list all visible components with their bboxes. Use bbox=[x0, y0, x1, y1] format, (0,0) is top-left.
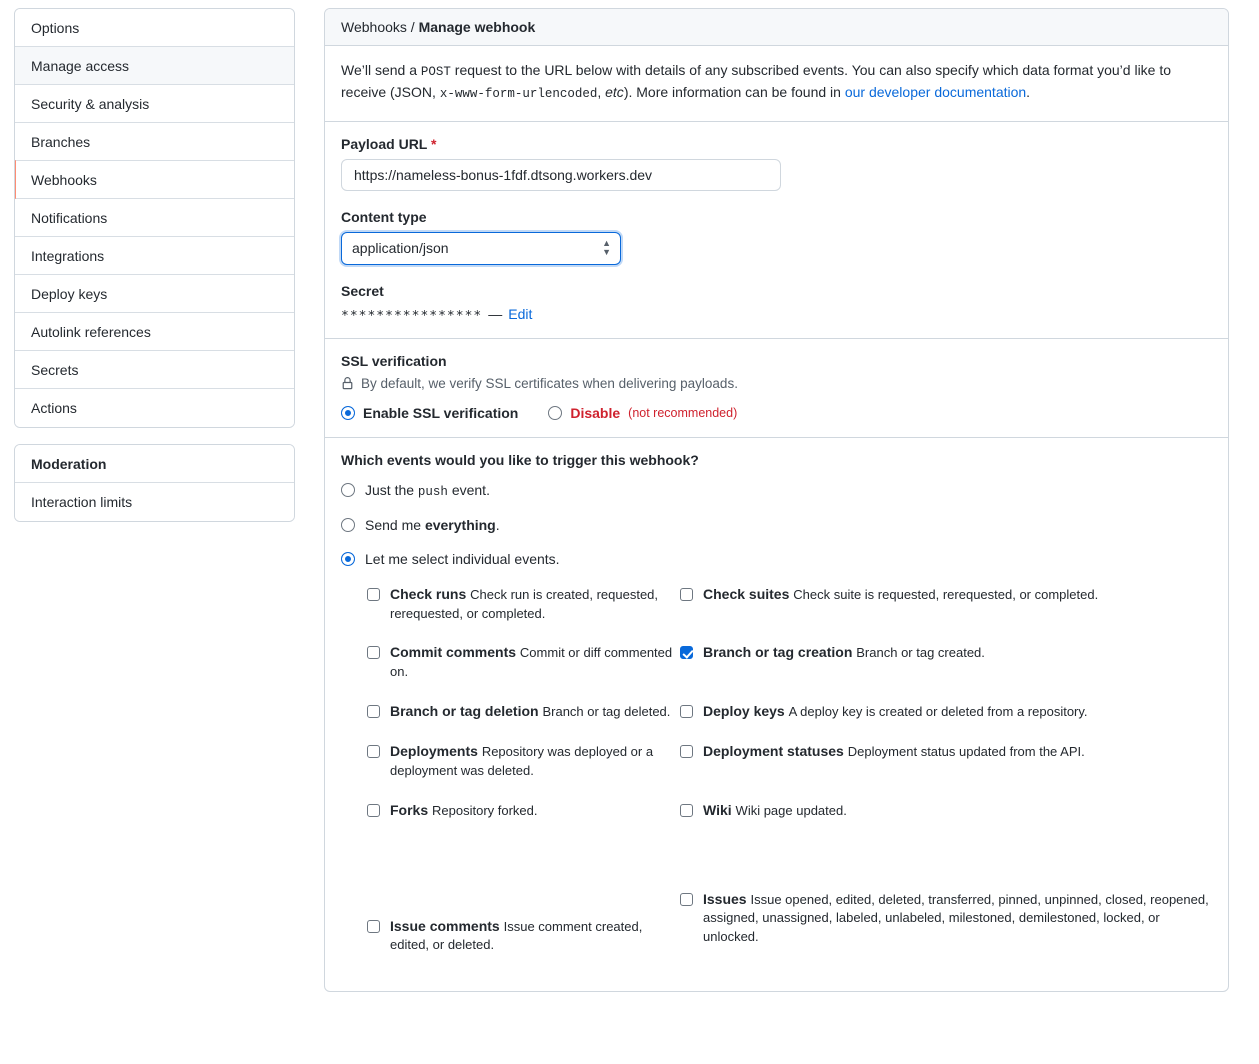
content-type-select-wrap bbox=[341, 232, 621, 265]
post-code: POST bbox=[420, 65, 451, 79]
intro-section bbox=[325, 46, 1228, 122]
event-deployment-statuses[interactable] bbox=[680, 742, 1212, 801]
ssl-note bbox=[341, 376, 1212, 391]
required-asterisk: * bbox=[431, 135, 437, 152]
sidebar-item-label: Autolink references bbox=[31, 323, 151, 340]
events-push-label bbox=[365, 482, 490, 499]
payload-url-label-text: Payload URL bbox=[341, 135, 428, 152]
sidebar-primary-nav bbox=[14, 8, 295, 428]
event-description: Issue comment created, edited, or deleted. bbox=[390, 918, 643, 953]
sidebar-item-options[interactable] bbox=[15, 9, 294, 47]
events-option-individual[interactable] bbox=[341, 551, 1212, 567]
events-push-suffix: event. bbox=[447, 481, 490, 498]
events-individual-radio[interactable] bbox=[341, 552, 355, 566]
events-checkbox-grid bbox=[341, 585, 1212, 975]
secret-label: Secret bbox=[341, 282, 384, 299]
event-checkbox[interactable] bbox=[680, 705, 693, 718]
sidebar-item-label: Branches bbox=[31, 133, 91, 150]
sidebar-item-label: Options bbox=[31, 19, 80, 36]
event-check-suites[interactable] bbox=[680, 585, 1212, 644]
payload-url-label bbox=[341, 136, 1212, 152]
event-issues[interactable] bbox=[680, 890, 1212, 976]
event-checkbox[interactable] bbox=[680, 588, 693, 601]
event-wiki[interactable] bbox=[680, 801, 1212, 841]
event-checkbox[interactable] bbox=[367, 804, 380, 817]
event-description: Deployment status updated from the API. bbox=[847, 743, 1085, 759]
breadcrumb-current: Manage webhook bbox=[418, 19, 536, 35]
sidebar-item-autolink-references[interactable] bbox=[15, 313, 294, 351]
event-checkbox[interactable] bbox=[680, 745, 693, 758]
event-checkbox[interactable] bbox=[367, 588, 380, 601]
developer-documentation-link[interactable]: our developer documentation bbox=[844, 84, 1027, 101]
event-commit-comments[interactable] bbox=[367, 643, 680, 702]
secret-edit-link[interactable]: Edit bbox=[508, 305, 533, 322]
sidebar-moderation-nav bbox=[14, 444, 295, 522]
intro-etc: etc bbox=[605, 84, 624, 101]
sidebar-item-label: Webhooks bbox=[31, 171, 97, 188]
secret-masked-value: ∗∗∗∗∗∗∗∗∗∗∗∗∗∗∗∗ bbox=[341, 306, 483, 322]
sidebar-item-label: Actions bbox=[31, 400, 77, 416]
sidebar-item-label: Notifications bbox=[31, 209, 108, 226]
events-push-radio[interactable] bbox=[341, 483, 355, 497]
events-question: Which events would you like to trigger this webhook? bbox=[341, 451, 699, 468]
payload-url-input[interactable] bbox=[341, 159, 781, 191]
event-description: Issue opened, edited, deleted, transferred, pinned, unpinned, closed, reopened, assigned, unassigned, labeled, unlabeled, milestoned, demilestoned, locked, or unlocked. bbox=[703, 891, 1209, 945]
event-description: A deploy key is created or deleted from a repository. bbox=[788, 704, 1088, 720]
intro-part1: We’ll send a bbox=[341, 62, 421, 78]
event-deployments[interactable] bbox=[367, 742, 680, 801]
settings-sidebar bbox=[0, 0, 300, 1064]
webhook-card bbox=[324, 8, 1229, 992]
event-title: Issue comments bbox=[390, 917, 500, 934]
event-checkbox[interactable] bbox=[680, 804, 693, 817]
event-checkbox[interactable] bbox=[367, 705, 380, 718]
sidebar-item-branches[interactable] bbox=[15, 123, 294, 161]
event-issue-comments[interactable] bbox=[367, 917, 680, 976]
event-check-runs[interactable] bbox=[367, 585, 680, 644]
event-title: Wiki bbox=[703, 801, 732, 818]
event-title: Commit comments bbox=[390, 644, 517, 661]
event-checkbox[interactable] bbox=[367, 646, 380, 659]
secret-row bbox=[341, 306, 1212, 322]
ssl-enable-radio[interactable] bbox=[341, 406, 355, 420]
event-checkbox[interactable] bbox=[367, 745, 380, 758]
intro-part2: request to the URL below with details of any subscribed events. You can also specify which data format you’d like to receive (JSON, bbox=[341, 62, 1172, 101]
events-option-push[interactable] bbox=[341, 482, 1212, 499]
events-everything-suffix: . bbox=[495, 516, 500, 533]
ssl-enable-label: Enable SSL verification bbox=[363, 404, 519, 421]
event-branch-or-tag-creation[interactable] bbox=[680, 643, 1212, 702]
event-checkbox[interactable] bbox=[680, 646, 693, 659]
content-type-select[interactable] bbox=[341, 232, 621, 265]
events-section bbox=[325, 438, 1228, 991]
event-description: Branch or tag deleted. bbox=[542, 704, 671, 720]
sidebar-item-actions[interactable] bbox=[15, 389, 294, 427]
ssl-verification-label: SSL verification bbox=[341, 352, 447, 369]
sidebar-item-deploy-keys[interactable] bbox=[15, 275, 294, 313]
events-everything-bold: everything bbox=[424, 516, 496, 533]
event-description: Repository was deployed or a deployment was deleted. bbox=[390, 743, 654, 778]
sidebar-item-label: Security & analysis bbox=[31, 95, 150, 112]
ssl-verification-section bbox=[325, 339, 1228, 438]
event-description: Wiki page updated. bbox=[735, 802, 847, 818]
sidebar-item-label: Integrations bbox=[31, 247, 105, 264]
event-description: Commit or diff commented on. bbox=[390, 645, 673, 680]
urlencoded-code: x-www-form-urlencoded bbox=[439, 87, 598, 102]
breadcrumb bbox=[325, 9, 1228, 46]
sidebar-moderation-heading bbox=[15, 445, 294, 483]
sidebar-item-manage-access[interactable] bbox=[15, 47, 294, 85]
sidebar-moderation-heading-label: Moderation bbox=[31, 455, 107, 472]
main-content bbox=[300, 0, 1259, 1064]
event-description: Check run is created, requested, rerequested, or completed. bbox=[390, 586, 659, 621]
lock-icon bbox=[341, 376, 354, 391]
event-title: Deploy keys bbox=[703, 703, 785, 720]
secret-dash: — bbox=[488, 305, 503, 322]
event-title: Check runs bbox=[390, 585, 467, 602]
event-description: Branch or tag created. bbox=[856, 645, 985, 661]
sidebar-item-label: Interaction limits bbox=[31, 494, 133, 510]
event-deploy-keys[interactable] bbox=[680, 702, 1212, 742]
intro-part5: . bbox=[1026, 84, 1031, 101]
sidebar-item-integrations[interactable] bbox=[15, 237, 294, 275]
webhook-settings-section bbox=[325, 122, 1228, 339]
ssl-disable-option[interactable] bbox=[548, 405, 737, 421]
event-checkbox[interactable] bbox=[367, 920, 380, 933]
sidebar-item-label: Deploy keys bbox=[31, 285, 108, 302]
sidebar-item-label: Secrets bbox=[31, 361, 79, 378]
events-option-everything[interactable] bbox=[341, 517, 1212, 533]
sidebar-item-label: Manage access bbox=[31, 57, 130, 74]
breadcrumb-webhooks-link[interactable]: Webhooks bbox=[341, 19, 407, 35]
ssl-disable-radio[interactable] bbox=[548, 406, 562, 420]
intro-part4: ). More information can be found in bbox=[623, 84, 845, 101]
sidebar-item-security-analysis[interactable] bbox=[15, 85, 294, 123]
ssl-disable-label: Disable bbox=[570, 404, 621, 421]
event-title: Check suites bbox=[703, 585, 790, 602]
event-description: Repository forked. bbox=[432, 802, 538, 818]
ssl-note-text: By default, we verify SSL certificates when delivering payloads. bbox=[361, 375, 738, 391]
event-title: Forks bbox=[390, 801, 429, 818]
chevron-updown-icon: ▲ ▼ bbox=[602, 238, 611, 258]
event-description: Check suite is requested, rerequested, or completed. bbox=[793, 586, 1099, 602]
sidebar-item-secrets[interactable] bbox=[15, 351, 294, 389]
content-type-label: Content type bbox=[341, 208, 427, 225]
sidebar-item-interaction-limits[interactable] bbox=[15, 483, 294, 521]
push-code: push bbox=[417, 484, 448, 499]
events-everything-radio[interactable] bbox=[341, 518, 355, 532]
event-title: Issues bbox=[703, 890, 747, 907]
breadcrumb-separator: / bbox=[406, 19, 419, 35]
event-checkbox[interactable] bbox=[680, 893, 693, 906]
intro-text bbox=[341, 60, 1212, 105]
ssl-radio-group bbox=[341, 405, 1212, 421]
intro-part3: , bbox=[597, 84, 606, 101]
event-branch-or-tag-deletion[interactable] bbox=[367, 702, 680, 742]
sidebar-item-notifications[interactable] bbox=[15, 199, 294, 237]
event-forks[interactable] bbox=[367, 801, 680, 841]
event-title: Branch or tag deletion bbox=[390, 703, 539, 720]
events-everything-prefix: Send me bbox=[365, 516, 425, 533]
ssl-disable-note: (not recommended) bbox=[628, 405, 738, 420]
event-title: Branch or tag creation bbox=[703, 644, 853, 661]
events-everything-label bbox=[365, 517, 500, 533]
ssl-enable-option[interactable] bbox=[341, 405, 518, 421]
events-individual-label: Let me select individual events. bbox=[365, 550, 560, 567]
event-title: Deployments bbox=[390, 742, 478, 759]
events-push-prefix: Just the bbox=[365, 481, 418, 498]
sidebar-item-webhooks[interactable] bbox=[15, 161, 294, 199]
event-title: Deployment statuses bbox=[703, 742, 844, 759]
